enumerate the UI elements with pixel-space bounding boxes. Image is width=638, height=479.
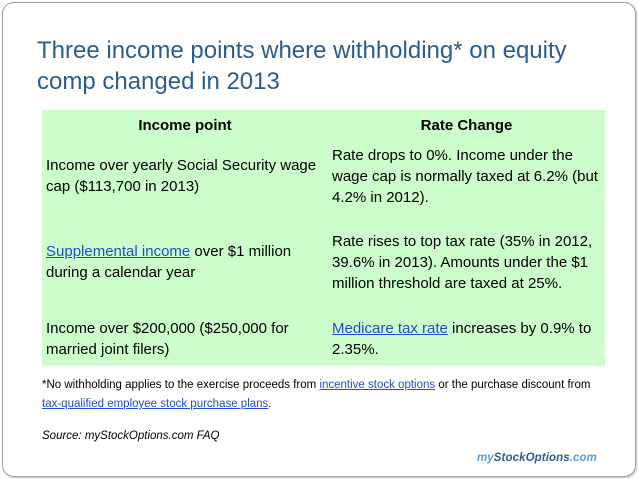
footnote-text: *No withholding applies to the exercise proceeds from: [42, 379, 320, 391]
mystockoptions-logo: myStockOptions.com: [476, 452, 597, 464]
footnote-text: .: [268, 398, 272, 410]
cell-rate-change: [328, 140, 605, 212]
cell-text: increases by 0.9% to 2.35%.: [332, 320, 592, 358]
cell-income-point: [42, 312, 328, 366]
footnote: [42, 376, 602, 414]
cell-text: Rate rises to top tax rate (35% in 2012, 39.6% in 2013). Amounts under the $1 million threshold are taxed at 25%.: [332, 232, 593, 292]
medicare-tax-rate-link[interactable]: Medicare tax rate: [332, 320, 448, 337]
source-citation: Source: myStockOptions.com FAQ: [42, 430, 220, 442]
cell-text: Income over yearly Social Security wage cap ($113,700 in 2013): [46, 157, 317, 195]
slide: [2, 2, 636, 477]
table-header-row: [42, 110, 605, 140]
cell-income-point: [42, 140, 328, 212]
table-row: [42, 140, 605, 212]
cell-text: over $1 million during a calendar year: [46, 243, 292, 281]
table-row: [42, 212, 605, 312]
header-income-point: Income point: [138, 116, 232, 134]
table-row: [42, 312, 605, 366]
supplemental-income-link[interactable]: Supplemental income: [46, 243, 191, 260]
cell-income-point: [42, 212, 328, 312]
slide-title: Three income points where withholding* on equity comp changed in 2013: [37, 37, 567, 95]
footnote-text: or the purchase discount from: [435, 379, 591, 391]
incentive-stock-options-link[interactable]: incentive stock options: [319, 379, 436, 391]
cell-text: Rate drops to 0%. Income under the wage cap is normally taxed at 6.2% (but 4.2% in 2012).: [332, 146, 598, 206]
cell-rate-change: [328, 212, 605, 312]
withholding-table: [42, 110, 605, 366]
header-rate-change: Rate Change: [420, 116, 513, 134]
espp-link[interactable]: tax-qualified employee stock purchase plans: [42, 398, 269, 410]
cell-text: Income over $200,000 ($250,000 for married joint filers): [46, 320, 289, 358]
cell-rate-change: [328, 312, 605, 366]
